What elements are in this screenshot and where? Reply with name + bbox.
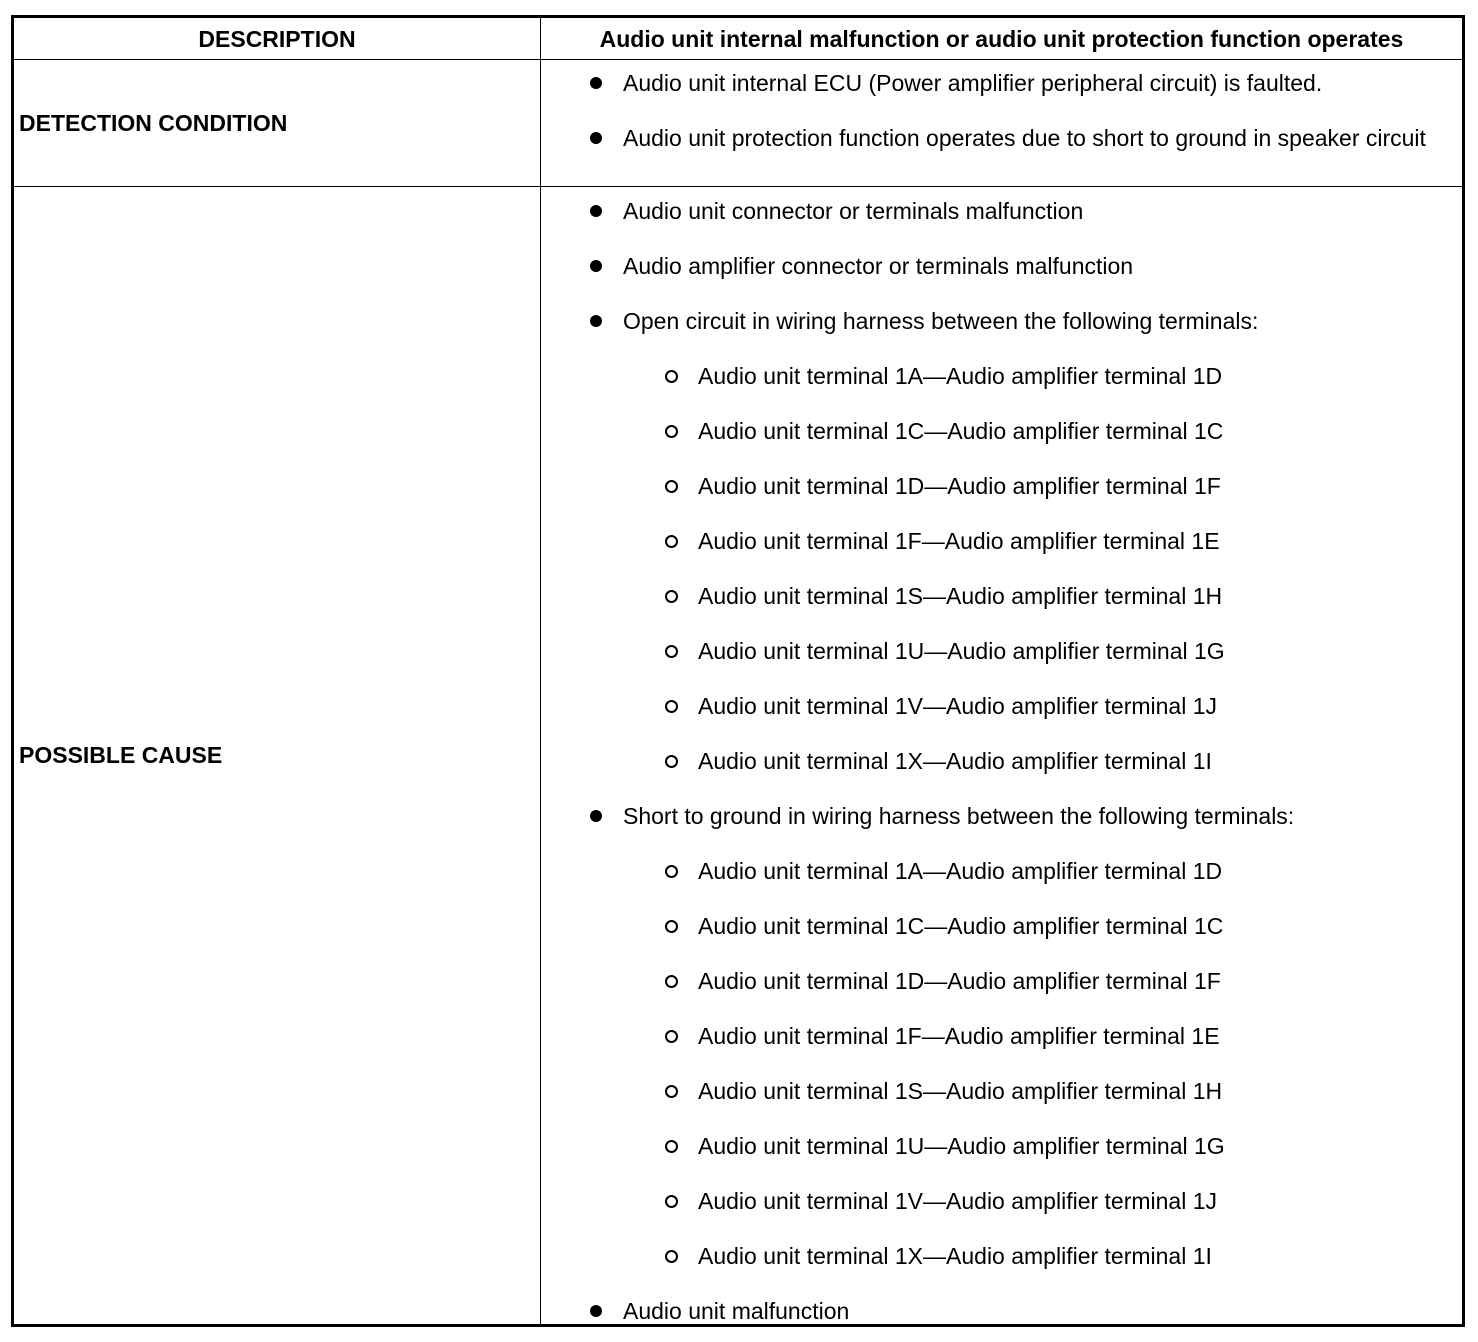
column-divider — [540, 187, 541, 1324]
bullet-ring-icon — [665, 1085, 678, 1098]
bullet-dot-icon — [590, 1305, 602, 1317]
possible-cause-label-text: POSSIBLE CAUSE — [19, 742, 223, 768]
sub-list-item — [698, 361, 1432, 391]
sub-list-item-text: Audio unit terminal 1F—Audio amplifier terminal 1E — [698, 528, 1220, 554]
sub-list-item — [698, 1021, 1432, 1051]
dtc-table — [11, 15, 1465, 1327]
possible-cause-row — [14, 187, 1462, 1324]
sub-list-item — [698, 746, 1432, 776]
bullet-ring-icon — [665, 1030, 678, 1043]
list-item-text: Audio unit malfunction — [623, 1298, 850, 1324]
sub-list-item-text: Audio unit terminal 1V—Audio amplifier terminal 1J — [698, 1188, 1218, 1214]
bullet-ring-icon — [665, 1250, 678, 1263]
dtc-title-header: Audio unit internal malfunction or audio unit protection function operates — [599, 26, 1404, 52]
detection-condition-label: DETECTION CONDITION — [19, 110, 288, 136]
bullet-dot-icon — [590, 315, 602, 327]
bullet-ring-icon — [665, 590, 678, 603]
list-item-text: Audio unit internal ECU (Power amplifier peripheral circuit) is faulted. — [623, 70, 1323, 96]
bullet-ring-icon — [665, 865, 678, 878]
list-item — [623, 251, 1432, 281]
sub-list-item-text: Audio unit terminal 1D—Audio amplifier terminal 1F — [698, 968, 1221, 994]
bullet-ring-icon — [665, 425, 678, 438]
sub-list-item-text: Audio unit terminal 1S—Audio amplifier terminal 1H — [698, 583, 1223, 609]
sub-list-item — [698, 911, 1432, 941]
sub-list-item-text: Audio unit terminal 1A—Audio amplifier terminal 1D — [698, 858, 1223, 884]
bullet-dot-icon — [590, 77, 602, 89]
bullet-ring-icon — [665, 755, 678, 768]
list-item — [623, 196, 1432, 226]
possible-cause-label — [19, 187, 222, 1324]
sub-list-item-text: Audio unit terminal 1A—Audio amplifier terminal 1D — [698, 363, 1223, 389]
detection-condition-row — [14, 60, 1462, 187]
bullet-ring-icon — [665, 700, 678, 713]
sub-list-item — [698, 856, 1432, 886]
bullet-ring-icon — [665, 645, 678, 658]
sub-list-item — [698, 1131, 1432, 1161]
sub-list-item — [698, 526, 1432, 556]
bullet-dot-icon — [590, 260, 602, 272]
list-item — [623, 801, 1432, 831]
bullet-ring-icon — [665, 370, 678, 383]
table-header-row — [14, 18, 1462, 60]
list-item-text: Audio unit protection function operates due to short to ground in speaker circuit — [623, 125, 1426, 151]
list-item-text: Open circuit in wiring harness between the following terminals: — [623, 308, 1259, 334]
bullet-ring-icon — [665, 975, 678, 988]
bullet-ring-icon — [665, 920, 678, 933]
description-header: DESCRIPTION — [198, 26, 356, 52]
list-item-text: Short to ground in wiring harness between the following terminals: — [623, 803, 1295, 829]
sub-list-item-text: Audio unit terminal 1V—Audio amplifier terminal 1J — [698, 693, 1218, 719]
sub-list-item-text: Audio unit terminal 1C—Audio amplifier terminal 1C — [698, 418, 1224, 444]
bullet-dot-icon — [590, 810, 602, 822]
sub-list-item-text: Audio unit terminal 1X—Audio amplifier terminal 1I — [698, 1243, 1212, 1269]
sub-list-item — [698, 691, 1432, 721]
bullet-dot-icon — [590, 205, 602, 217]
column-divider — [540, 60, 541, 186]
sub-list-item-text: Audio unit terminal 1S—Audio amplifier terminal 1H — [698, 1078, 1223, 1104]
sub-list-item-text: Audio unit terminal 1X—Audio amplifier terminal 1I — [698, 748, 1212, 774]
sub-list-item — [698, 1186, 1432, 1216]
sub-list-item-text: Audio unit terminal 1C—Audio amplifier terminal 1C — [698, 913, 1224, 939]
sub-list-item — [698, 1241, 1432, 1271]
list-item-text: Audio unit connector or terminals malfunction — [623, 198, 1084, 224]
list-item-text: Audio amplifier connector or terminals malfunction — [623, 253, 1134, 279]
sub-list-item-text: Audio unit terminal 1F—Audio amplifier terminal 1E — [698, 1023, 1220, 1049]
sub-list-item-text: Audio unit terminal 1D—Audio amplifier terminal 1F — [698, 473, 1221, 499]
sub-list-item — [698, 416, 1432, 446]
bullet-ring-icon — [665, 1140, 678, 1153]
sub-list-item — [698, 471, 1432, 501]
list-item — [623, 1296, 1432, 1326]
list-item — [623, 68, 1432, 98]
list-item — [623, 306, 1432, 336]
sub-list-item — [698, 966, 1432, 996]
sub-list-item-text: Audio unit terminal 1U—Audio amplifier terminal 1G — [698, 638, 1225, 664]
list-item — [623, 123, 1432, 153]
sub-list-item — [698, 636, 1432, 666]
bullet-ring-icon — [665, 535, 678, 548]
sub-list-item — [698, 1076, 1432, 1106]
bullet-ring-icon — [665, 480, 678, 493]
sub-list-item-text: Audio unit terminal 1U—Audio amplifier terminal 1G — [698, 1133, 1225, 1159]
bullet-dot-icon — [590, 132, 602, 144]
bullet-ring-icon — [665, 1195, 678, 1208]
sub-list-item — [698, 581, 1432, 611]
